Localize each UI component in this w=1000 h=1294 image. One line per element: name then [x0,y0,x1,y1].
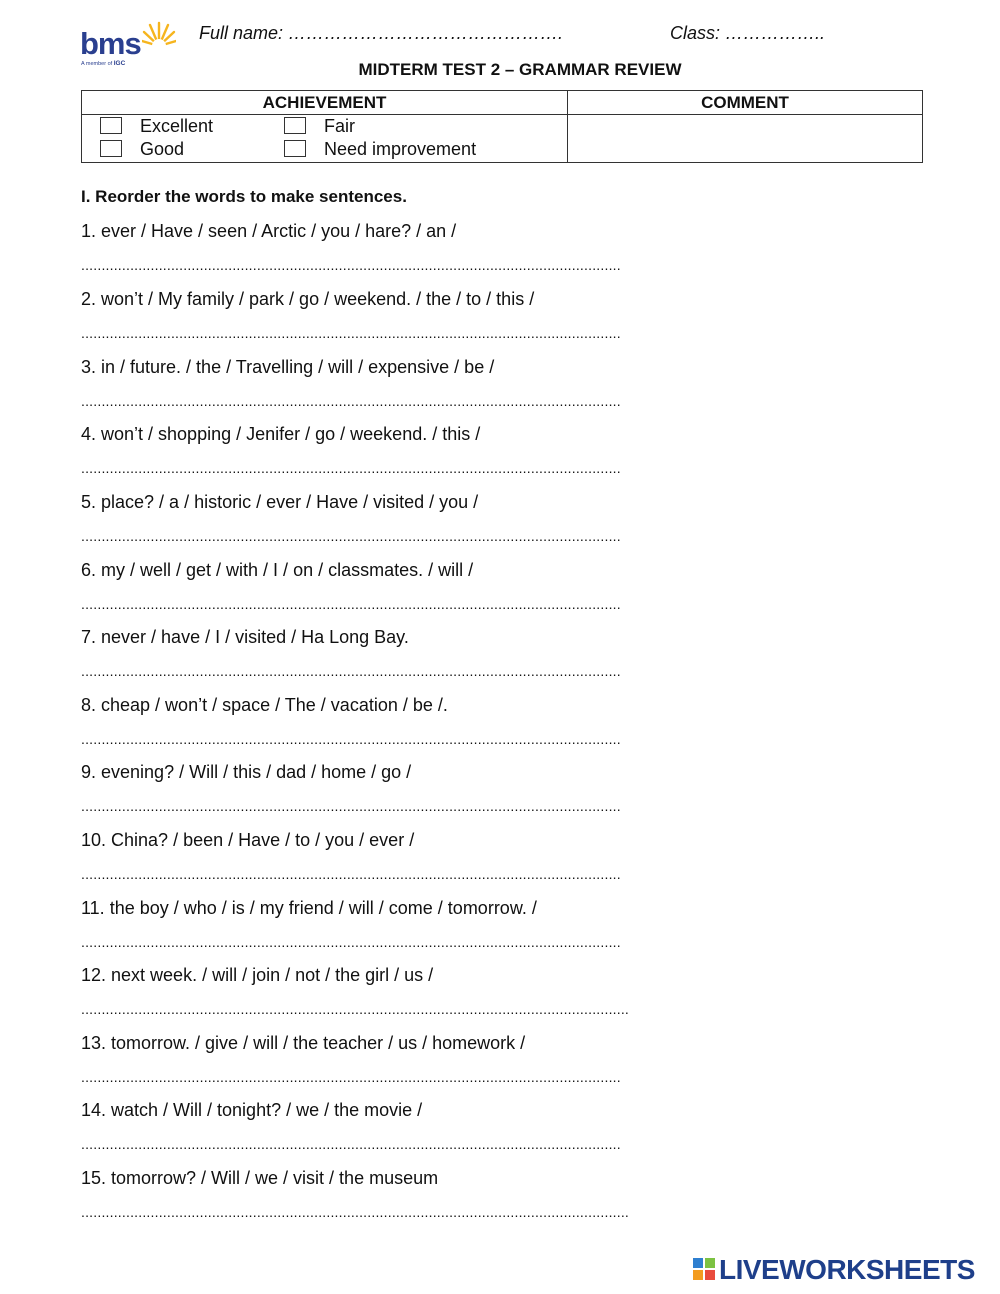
question-12: 12. next week. / will / join / not / the girl / us / [81,965,434,985]
question-7: 7. never / have / I / visited / Ha Long Bay. [81,627,409,647]
answer-line-4[interactable]: .................................................................................................................................... [81,460,621,476]
question-6: 6. my / well / get / with / I / on / classmates. / will / [81,560,474,580]
achievement-options-cell [82,115,568,163]
liveworksheets-text: LIVEWORKSHEETS [719,1254,975,1285]
option-label: Good [140,139,185,159]
logo-text: bms [80,26,141,61]
option-label: Excellent [140,116,214,136]
option-label: Fair [324,116,355,136]
option-need-improvement[interactable] [324,139,476,160]
achievement-header: ACHIEVEMENT [82,91,568,115]
section-heading: I. Reorder the words to make sentences. [81,187,407,206]
option-excellent[interactable] [140,116,213,137]
question-5: 5. place? / a / historic / ever / Have / visited / you / [81,492,479,512]
answer-line-5[interactable]: .................................................................................................................................... [81,528,621,544]
liveworksheets-icon [693,1258,715,1280]
sun-icon [142,20,176,54]
logo-sub-prefix: A member of [81,61,113,67]
comment-header: COMMENT [568,91,923,115]
question-4: 4. won’t / shopping / Jenifer / go / weekend. / this / [81,424,481,444]
option-label: Need improvement [324,139,477,159]
answer-line-3[interactable]: .................................................................................................................................... [81,393,621,409]
answer-line-6[interactable]: .................................................................................................................................... [81,596,621,612]
answer-line-9[interactable]: .................................................................................................................................... [81,798,621,814]
achievement-table [81,90,923,163]
checkbox-need-improvement[interactable] [284,140,306,157]
checkbox-excellent[interactable] [100,117,122,134]
answer-line-11[interactable]: .................................................................................................................................... [81,934,621,950]
answer-line-8[interactable]: .................................................................................................................................... [81,731,621,747]
icon-square-green [705,1258,715,1268]
answer-line-13[interactable]: .................................................................................................................................... [81,1069,621,1085]
question-10: 10. China? / been / Have / to / you / ever / [81,830,415,850]
question-9: 9. evening? / Will / this / dad / home / go / [81,762,412,782]
question-14: 14. watch / Will / tonight? / we / the movie / [81,1100,423,1120]
logo-sub-brand: IGC [113,60,126,67]
question-1: 1. ever / Have / seen / Arctic / you / hare? / an / [81,221,457,241]
comment-cell[interactable] [568,115,923,163]
question-15: 15. tomorrow? / Will / we / visit / the museum [81,1168,439,1188]
question-13: 13. tomorrow. / give / will / the teacher / us / homework / [81,1033,526,1053]
question-2: 2. won’t / My family / park / go / weekend. / the / to / this / [81,289,535,309]
checkbox-fair[interactable] [284,117,306,134]
answer-line-1[interactable]: .................................................................................................................................... [81,257,621,273]
option-good[interactable] [140,139,184,160]
answer-line-7[interactable]: .................................................................................................................................... [81,663,621,679]
answer-line-15[interactable]: ...................................................................................................................................... [81,1204,630,1220]
option-fair[interactable] [324,116,355,137]
answer-line-12[interactable]: ...................................................................................................................................... [81,1001,630,1017]
icon-square-red [705,1270,715,1280]
answer-line-14[interactable]: .................................................................................................................................... [81,1136,621,1152]
icon-square-blue [693,1258,703,1268]
question-11: 11. the boy / who / is / my friend / will / come / tomorrow. / [81,898,537,918]
question-8: 8. cheap / won’t / space / The / vacation / be /. [81,695,448,715]
answer-line-10[interactable]: .................................................................................................................................... [81,866,621,882]
full-name-label: Full name: ………………………………………. [199,23,564,43]
icon-square-orange [693,1270,703,1280]
liveworksheets-logo[interactable] [693,1254,993,1284]
checkbox-good[interactable] [100,140,122,157]
answer-line-2[interactable]: .................................................................................................................................... [81,325,621,341]
page-title: MIDTERM TEST 2 – GRAMMAR REVIEW [358,60,682,79]
class-label: Class: …………….. [670,23,826,43]
question-3: 3. in / future. / the / Travelling / will / expensive / be / [81,357,495,377]
